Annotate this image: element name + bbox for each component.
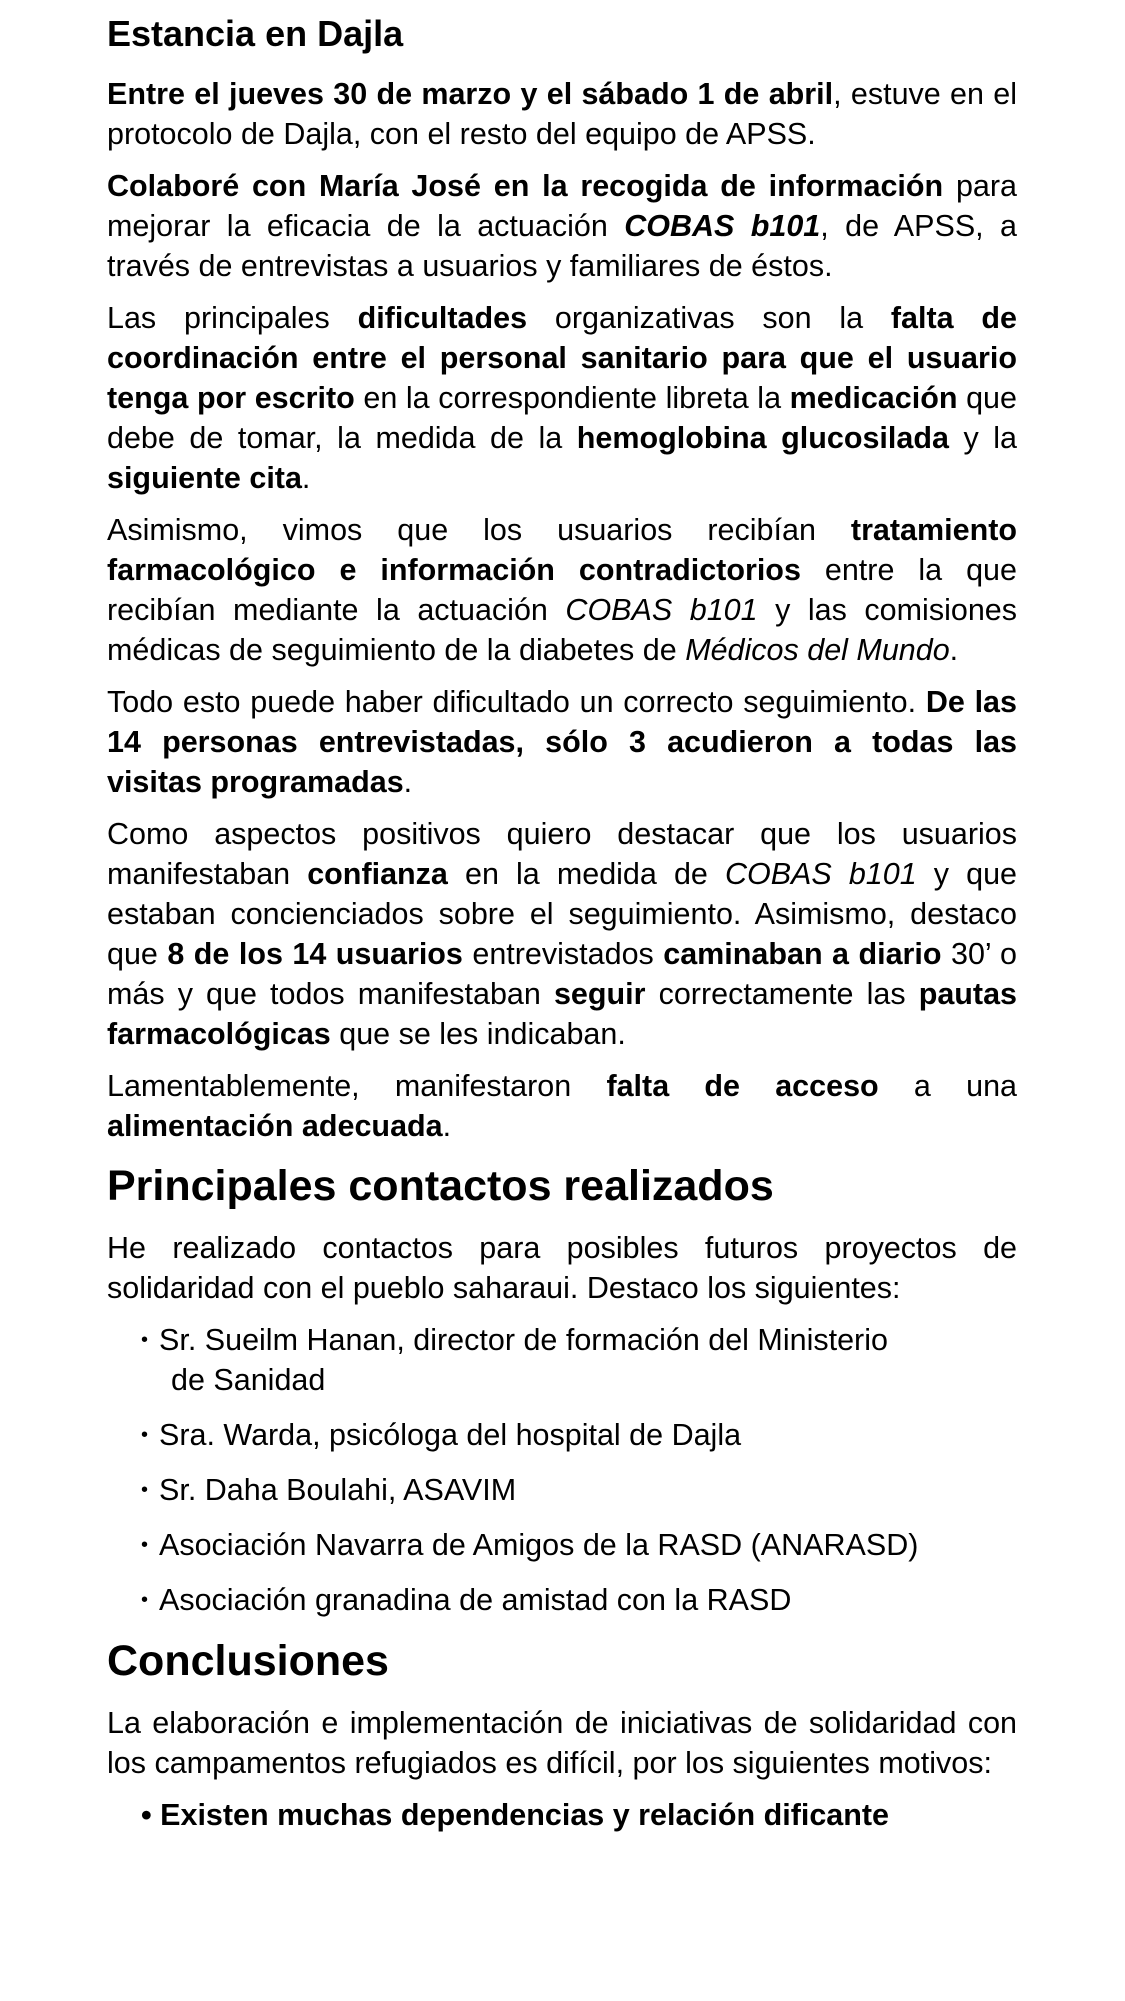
text-span: organizativas son la: [527, 301, 891, 335]
text-span: .: [442, 1109, 452, 1143]
document-page: [107, 0, 1017, 1835]
list-item: [141, 1525, 1017, 1565]
bold-span: seguir: [553, 977, 646, 1011]
bold-span: 8 de los 14 usuarios: [167, 937, 463, 971]
bold-span: falta de coordinación entre el personal sanitario para que el usuario tenga por escrito: [107, 301, 1017, 415]
list-item: [141, 1470, 1017, 1510]
paragraph-food-access: [107, 1066, 1017, 1146]
bold-span: siguiente cita: [107, 461, 302, 495]
list-item-text: de Sanidad: [171, 1363, 326, 1397]
text-span: 30’ o más y que todos manifestaban: [107, 937, 1017, 1011]
text-span: para mejorar la eficacia de la actuación: [107, 169, 1017, 243]
paragraph-contradictory-treatment: [107, 510, 1017, 670]
bold-span: Entre el jueves 30 de marzo y el sábado 1 de abril: [107, 77, 834, 111]
bold-span: Colaboré con María José en la recogida de información: [107, 169, 944, 203]
text-span: Lamentablemente, manifestaron: [107, 1069, 607, 1103]
bold-span: confianza: [307, 857, 448, 891]
text-span: .: [949, 633, 959, 667]
bold-span: caminaban a diario: [663, 937, 942, 971]
paragraph-follow-up: [107, 682, 1017, 802]
bold-span: alimentación adecuada: [107, 1109, 443, 1143]
text-span: entre la que recibían mediante la actuación: [107, 553, 1017, 627]
bold-span: medicación: [789, 381, 958, 415]
section-title-estancia: Estancia en Dajla: [107, 13, 404, 54]
list-item: [141, 1320, 1017, 1400]
cut-off-list-item: • Existen muchas dependencias y relación dificante: [141, 1798, 890, 1832]
text-span: .: [403, 765, 413, 799]
bold-span: De las 14 personas entrevistadas, sólo 3 acudieron a todas las visitas programadas: [107, 685, 1017, 799]
text-span: .: [301, 461, 311, 495]
text-span: , estuve en el protocolo de Dajla, con el resto del equipo de APSS.: [107, 77, 1017, 151]
contacts-list: [107, 1320, 1017, 1620]
bold-italic-span: COBAS b101: [624, 209, 821, 243]
paragraph-difficulties: [107, 298, 1017, 498]
list-item-text: Sr. Sueilm Hanan, director de formación del Ministerio: [159, 1323, 888, 1357]
text-span: que debe de tomar, la medida de la: [107, 381, 1017, 455]
list-item: [141, 1580, 1017, 1620]
bold-span: hemoglobina glucosilada: [576, 421, 949, 455]
text-span: Asimismo, vimos que los usuarios recibían: [107, 513, 851, 547]
text-span: correctamente las: [645, 977, 919, 1011]
italic-span: COBAS b101: [724, 857, 917, 891]
list-item-text: Sr. Daha Boulahi, ASAVIM: [159, 1473, 517, 1507]
paragraph-collaboration: [107, 166, 1017, 286]
text-span: y la: [948, 421, 1018, 455]
text-span: a una: [878, 1069, 1017, 1103]
section-title-conclusiones: Conclusiones: [107, 1637, 389, 1685]
text-span: Como aspectos positivos quiero destacar que los usuarios manifestaban: [107, 817, 1017, 891]
bold-span: dificultades: [357, 301, 528, 335]
text-span: Todo esto puede haber dificultado un correcto seguimiento.: [107, 685, 926, 719]
list-item-text: Asociación Navarra de Amigos de la RASD (ANARASD): [159, 1528, 919, 1562]
text-span: Las principales: [107, 301, 358, 335]
text-span: en la medida de: [447, 857, 725, 891]
text-span: que se les indicaban.: [330, 1017, 626, 1051]
paragraph-dates: [107, 74, 1017, 154]
paragraph-contacts-intro: He realizado contactos para posibles futuros proyectos de solidaridad con el pueblo saharaui. Destaco los siguientes:: [107, 1231, 1017, 1305]
bold-span: tratamiento farmacológico e información contradictorios: [107, 513, 1017, 587]
list-item: [141, 1415, 1017, 1455]
list-item-text: Asociación granadina de amistad con la RASD: [159, 1583, 792, 1617]
bold-span: pautas farmacológicas: [107, 977, 1018, 1051]
paragraph-positive-aspects: [107, 814, 1017, 1054]
text-span: entrevistados: [462, 937, 664, 971]
bold-span: falta de acceso: [606, 1069, 879, 1103]
italic-span: COBAS b101: [565, 593, 758, 627]
text-span: en la correspondiente libreta la: [354, 381, 790, 415]
list-item-text: Sra. Warda, psicóloga del hospital de Dajla: [159, 1418, 742, 1452]
text-span: y que estaban concienciados sobre el seguimiento. Asimismo, destaco que: [107, 857, 1018, 971]
text-span: , de APSS, a través de entrevistas a usuarios y familiares de éstos.: [107, 209, 1018, 283]
italic-span: Médicos del Mundo: [685, 633, 950, 667]
text-span: y las comisiones médicas de seguimiento de la diabetes de: [107, 593, 1017, 667]
paragraph-conclusions-intro: La elaboración e implementación de iniciativas de solidaridad con los campamentos refugiados es difícil, por los siguientes motivos:: [107, 1706, 1017, 1780]
section-title-contactos: Principales contactos realizados: [107, 1162, 774, 1210]
